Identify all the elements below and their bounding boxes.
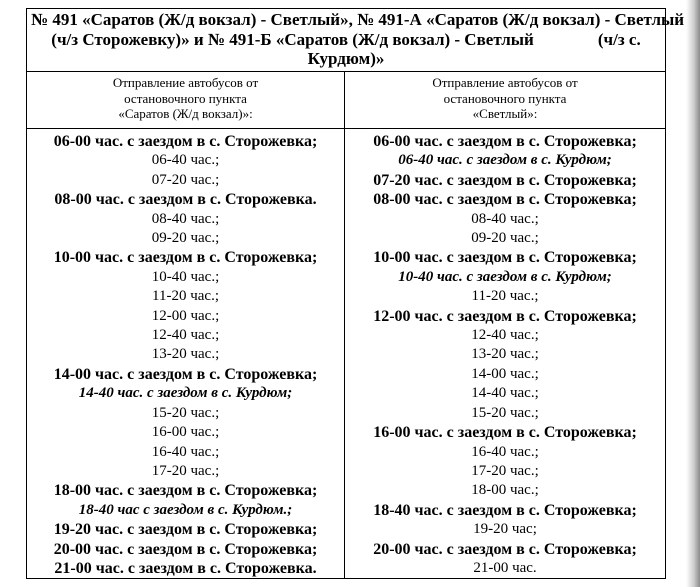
departure-time: 07-20 час. с заездом в с. Сторожевка; — [373, 171, 637, 189]
departure-time: 13-20 час.; — [151, 346, 220, 363]
departure-time: 18-40 час. с заездом в с. Сторожевка; — [373, 501, 637, 519]
right-column-header — [345, 72, 666, 129]
departure-time: 20-00 час. с заездом в с. Сторожевка; — [373, 540, 637, 558]
departure-time: 21-00 час. — [473, 559, 537, 576]
bus-schedule-table — [26, 8, 685, 579]
departure-time: 16-40 час.; — [471, 443, 539, 460]
title-line-3: Курдюм)» — [307, 49, 385, 68]
left-departure-times — [27, 129, 345, 579]
departure-time: 06-00 час. с заездом в с. Сторожевка; — [373, 133, 637, 150]
departure-time: 06-40 час.; — [151, 152, 220, 169]
departure-time: 16-00 час.; — [151, 424, 220, 441]
departure-time: 13-20 час.; — [471, 346, 539, 363]
departure-time: 19-20 час; — [473, 521, 537, 538]
departure-time: 10-00 час. с заездом в с. Сторожевка; — [373, 249, 637, 267]
departure-time: 14-00 час.; — [471, 365, 539, 382]
departure-time: 12-40 час.; — [471, 327, 539, 344]
title-line-2-part-b: (ч/з с. — [597, 29, 641, 49]
departure-time: 15-20 час.; — [471, 404, 539, 421]
departure-time: 12-40 час.; — [151, 327, 220, 344]
departure-time: 10-40 час. с заездом в с. Курдюм; — [398, 268, 612, 285]
departure-time: 12-00 час.; — [151, 307, 220, 324]
left-header-line: «Саратов (Ж/д вокзал)»: — [118, 106, 253, 121]
departure-time: 12-00 час. с заездом в с. Сторожевка; — [373, 307, 637, 325]
left-column-header — [27, 72, 345, 129]
title-line-2 — [31, 30, 661, 50]
schedule-title — [27, 9, 685, 72]
departure-time: 08-00 час. с заездом в с. Сторожевка; — [373, 191, 637, 209]
departure-time: 11-20 час.; — [152, 288, 219, 305]
departure-time: 09-20 час.; — [151, 230, 220, 247]
departure-time: 17-20 час.; — [471, 462, 539, 479]
departure-time: 06-40 час. с заездом в с. Курдюм; — [398, 152, 612, 169]
departure-time: 09-20 час.; — [471, 230, 539, 247]
departure-time: 18-40 час с заездом в с. Курдюм.; — [78, 501, 293, 518]
departure-time: 08-00 час. с заездом в с. Сторожевка. — [54, 191, 317, 209]
departure-time: 15-20 час.; — [151, 404, 220, 421]
departure-time: 16-00 час. с заездом в с. Сторожевка; — [373, 424, 637, 442]
departure-time: 18-00 час.; — [471, 482, 539, 499]
departure-time: 08-40 час.; — [151, 210, 220, 227]
departure-time: 07-20 час.; — [151, 171, 220, 188]
title-row — [27, 9, 666, 72]
left-header-line: остановочного пункта — [124, 90, 247, 106]
right-header-line: «Светлый»: — [472, 106, 538, 121]
departure-time: 16-40 час.; — [151, 443, 220, 460]
page-edge-shadow — [686, 0, 700, 587]
departure-time: 06-00 час. с заездом в с. Сторожевка; — [53, 133, 318, 150]
departure-time: 10-40 час.; — [151, 268, 220, 285]
departure-time: 18-00 час. с заездом в с. Сторожевка; — [53, 482, 318, 500]
column-header-row — [27, 72, 666, 129]
right-header-line: Отправление автобусов от — [432, 75, 578, 90]
title-line-1: № 491 «Саратов (Ж/д вокзал) - Светлый», № 491-А «Саратов (Ж/д вокзал) - Светлый — [31, 10, 685, 29]
left-header-line: Отправление автобусов от — [112, 75, 259, 90]
departure-time: 21-00 час. с заездом в с. Сторожевка. — [54, 559, 317, 577]
departure-time: 14-00 час. с заездом в с. Сторожевка; — [53, 365, 318, 383]
departure-time: 14-40 час. с заездом в с. Курдюм; — [78, 385, 293, 402]
right-departure-times — [345, 129, 666, 579]
title-line-2-part-a: (ч/з Сторожевку)» и № 491-Б «Саратов (Ж/д вокзал) - Светлый — [51, 29, 534, 49]
right-header-line: остановочного пункта — [443, 90, 567, 106]
times-row — [27, 129, 666, 579]
departure-time: 08-40 час.; — [471, 210, 539, 227]
departure-time: 10-00 час. с заездом в с. Сторожевка; — [53, 249, 318, 267]
departure-time: 17-20 час.; — [151, 462, 220, 479]
departure-time: 14-40 час.; — [471, 385, 539, 402]
departure-time: 20-00 час. с заездом в с. Сторожевка; — [53, 540, 318, 558]
departure-time: 11-20 час.; — [471, 288, 539, 305]
departure-time: 19-20 час. с заездом в с. Сторожевка; — [53, 521, 318, 539]
